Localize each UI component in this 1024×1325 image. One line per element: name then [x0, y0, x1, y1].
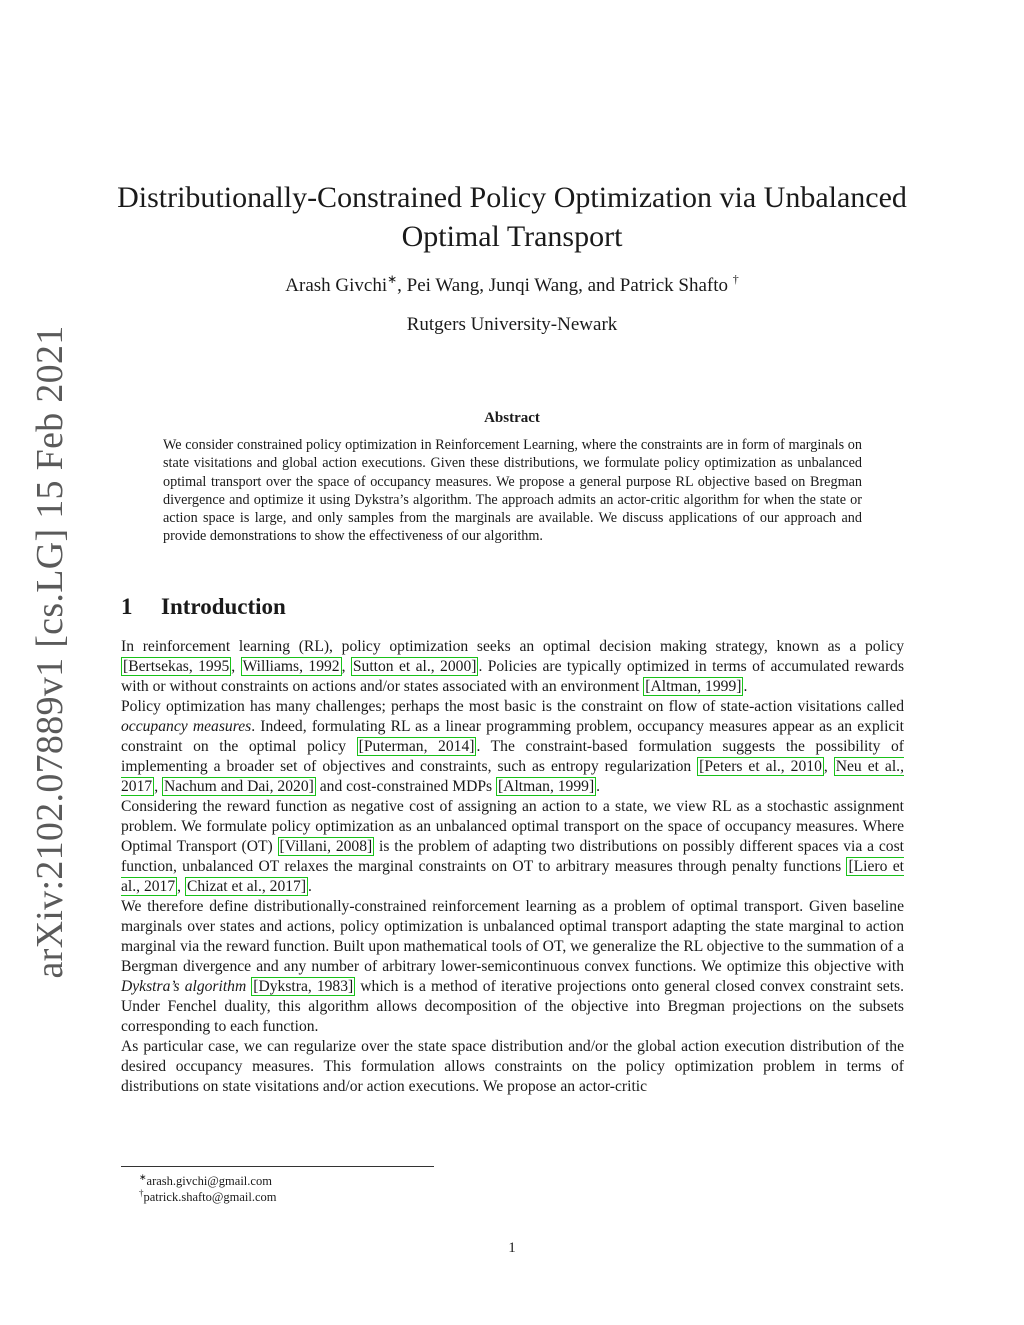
footnote [139, 1172, 272, 1189]
paper-title: Distributionally-Constrained Policy Optimization via Unbalanced Optimal Transport [117, 181, 907, 253]
citation-link[interactable]: Williams, 1992 [242, 658, 340, 675]
text-run: is the problem of adapting two distributions on possibly different spaces via a cost function, unbalanced OT relaxes the marginal constraints on OT to arbitrary measures through penalty functions [121, 838, 904, 875]
author-list [150, 272, 874, 297]
footnote-divider [121, 1166, 434, 1167]
citation-link[interactable]: [Bertsekas, 1995 [123, 658, 230, 675]
body-paragraph [121, 897, 904, 1037]
citation-link[interactable]: [Altman, 1999] [645, 678, 742, 695]
text-run: . Indeed, formulating RL as a linear programming problem, occupancy measures appear as an explicit constraint on the optimal policy [121, 718, 904, 755]
introduction-body [121, 637, 904, 1097]
text-run: which is a method of iterative projections onto general closed convex constraint sets. Under Fenchel duality, this algorithm allows decomposition of the objective into Bregman projections on the subsets corresponding to each function. [121, 978, 904, 1035]
citation-link[interactable]: [Peters et al., 2010 [699, 758, 822, 775]
footnote [139, 1188, 277, 1205]
section-heading [121, 594, 286, 620]
text-run: . [596, 778, 601, 795]
footnote-email[interactable]: patrick.shafto@gmail.com [143, 1190, 277, 1204]
body-paragraph [121, 1037, 904, 1097]
text-run: We therefore define distributionally-constrained reinforcement learning as a problem of optimal transport. Given baseline marginals over states and actions, policy optimization is unbalanced optimal transport adapting the state marginal to action marginal via the reward function. Built upon mathematical tools of OT, we generalize the RL objective to the summation of a Bergman divergence and any number of arbitrary lower-semicontinuous convex functions. We optimize this objective with [121, 898, 904, 975]
text-run: , [154, 778, 162, 795]
footnote-marker[interactable]: ∗ [387, 272, 398, 286]
text-run: . [743, 678, 748, 695]
text-run: In reinforcement learning (RL), policy optimization seeks an optimal decision making strategy, known as a policy [121, 638, 904, 655]
text-run: , [823, 758, 834, 775]
section-number: 1 [121, 594, 133, 619]
footnote-mark: † [139, 1188, 144, 1198]
arxiv-identifier: arXiv:2102.07889v1 [cs.LG] 15 Feb 2021 [29, 325, 71, 979]
citation-link[interactable]: [Liero et al., 2017 [121, 858, 904, 895]
author-name: Arash Givchi [285, 275, 388, 296]
page-number: 1 [508, 1240, 516, 1256]
section-title: Introduction [161, 594, 286, 619]
citation-link[interactable]: Nachum and Dai, 2020] [163, 778, 314, 795]
text-run: . The constraint-based formulation suggests the possibility of implementing a broader set of objectives and constraints, such as entropy regularization [121, 738, 904, 775]
emphasized-text: Dykstra’s algorithm [121, 978, 247, 995]
abstract-text: We consider constrained policy optimization in Reinforcement Learning, where the constraints are in form of marginals on state visitations and global action executions. Given these distributions, we formulate policy optimization as unbalanced optimal transport over the space of occupancy measures. We propose a general purpose RL objective based on Bregman divergence and optimize it using Dykstra’s algorithm. The approach admits an actor-critic algorithm for when the state or action space is large, and only samples from the marginals are available. We discuss applications of our approach and provide demonstrations to show the effectiveness of our algorithm. [163, 437, 862, 545]
footnote-email[interactable]: arash.givchi@gmail.com [146, 1174, 272, 1188]
author-separator: , [397, 275, 402, 296]
citation-link[interactable]: [Altman, 1999] [498, 778, 595, 795]
text-run: . [308, 878, 312, 895]
citation-link[interactable]: [Puterman, 2014] [358, 738, 475, 755]
text-run: Policy optimization has many challenges; perhaps the most basic is the constraint on flow of state-action visitations called [121, 698, 904, 715]
citation-link[interactable]: Neu et al., 2017 [121, 758, 904, 795]
text-run: , [341, 658, 351, 675]
text-run: and cost-constrained MDPs [315, 778, 496, 795]
citation-link[interactable]: Sutton et al., 2000] [352, 658, 477, 675]
body-paragraph [121, 697, 904, 797]
footnote-marker[interactable]: † [732, 272, 739, 286]
citation-link[interactable]: Chizat et al., 2017] [186, 878, 307, 895]
text-run: Considering the reward function as negative cost of assigning an action to a state, we view RL as a stochastic assignment problem. We formulate policy optimization as an unbalanced optimal transport on the space of occupancy measures. Where Optimal Transport (OT) [121, 798, 904, 855]
text-run: , [177, 878, 185, 895]
body-paragraph [121, 637, 904, 697]
text-run: . Policies are typically optimized in terms of accumulated rewards with or without constraints on actions and/or states associated with an environment [121, 658, 905, 695]
citation-link[interactable]: [Villani, 2008] [279, 838, 373, 855]
body-paragraph [121, 797, 904, 897]
citation-link[interactable]: [Dykstra, 1983] [253, 978, 354, 995]
author-names: Pei Wang, Junqi Wang, and Patrick Shafto [401, 275, 728, 296]
emphasized-text: occupancy measures [121, 718, 252, 735]
text-run: , [231, 658, 241, 675]
affiliation: Rutgers University-Newark [406, 314, 618, 335]
abstract-heading: Abstract [484, 410, 540, 426]
text-run: As particular case, we can regularize over the state space distribution and/or the global action execution distribution of the desired occupancy measures. This formulation allows constraints on the policy optimization problem in terms of distributions on state visitations and/or action executions. We propose an actor-critic [121, 1038, 904, 1095]
footnote-mark: ∗ [139, 1172, 147, 1182]
